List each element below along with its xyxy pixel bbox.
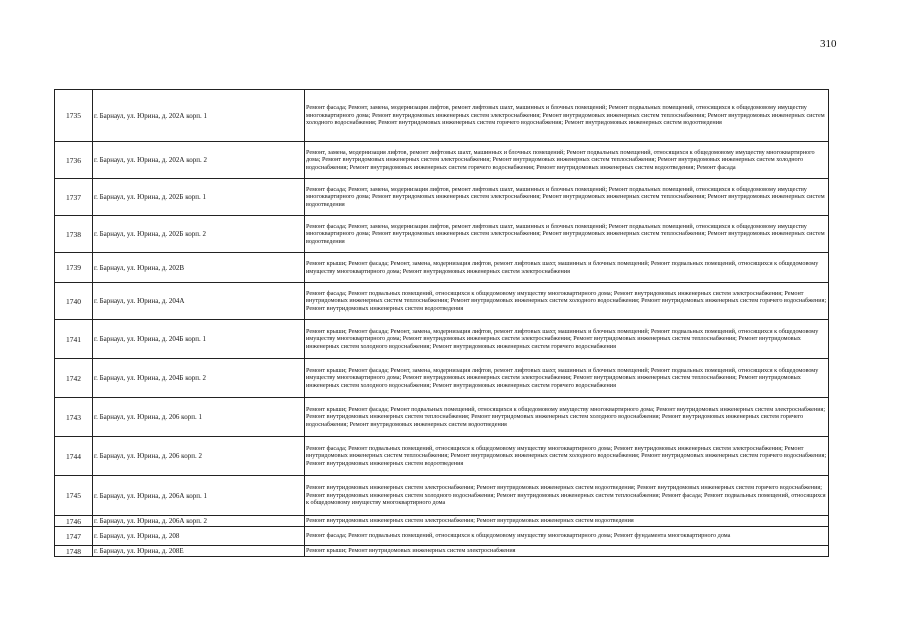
row-address: г. Барнаул, ул. Юрина, д. 208Е (93, 546, 305, 557)
table-row (55, 253, 829, 283)
row-works-text: Ремонт, замена, модернизация лифтов, ремонт лифтовых шахт, машинных и блочных помещений; Ремонт подвальных помещений, относящихся к общедомовому имуществу многоквартирного дома; Ремонт внутридомовых инженерных систем электроснабжения; Ремонт внутридомовых инженерных систем теплоснабжения; Ремонт внутридомовых инженерных систем холодного водоснабжения; Ремонт внутридомовых инженерных систем горячего водоснабжения; Ремонт внутридомовых инженерных систем водоотведения; Ремонт фасада (306, 148, 815, 171)
repair-registry-table (54, 89, 829, 557)
row-number: 1737 (55, 179, 93, 216)
row-number: 1743 (55, 398, 93, 437)
row-works (305, 437, 829, 476)
row-works-text: Ремонт крыши; Ремонт фасада; Ремонт, замена, модернизация лифтов, ремонт лифтовых шахт, машинных и блочных помещений; Ремонт подвальных помещений, относящихся к общедомовому имуществу многоквартирного дома; Ремонт внутридомовых инженерных систем электроснабжения; Ремонт внутридомовых инженерных систем теплоснабжения; Ремонт внутридомовых инженерных систем холодного водоснабжения; Ремонт внутридомовых инженерных систем горячего водоснабжения (306, 366, 819, 389)
row-number: 1748 (55, 546, 93, 557)
row-number: 1745 (55, 476, 93, 516)
row-number: 1740 (55, 283, 93, 320)
row-works (305, 216, 829, 253)
table-row (55, 216, 829, 253)
table-row (55, 359, 829, 398)
row-works (305, 283, 829, 320)
row-works (305, 142, 829, 179)
row-address: г. Барнаул, ул. Юрина, д. 206 корп. 2 (93, 437, 305, 476)
row-address: г. Барнаул, ул. Юрина, д. 202А корп. 1 (93, 90, 305, 142)
row-works-text: Ремонт крыши; Ремонт фасада; Ремонт подвальных помещений, относящихся к общедомовому имуществу многоквартирного дома; Ремонт внутридомовых инженерных систем электроснабжения; Ремонт внутридомовых инженерных систем теплоснабжения; Ремонт внутридомовых инженерных систем холодного водоснабжения; Ремонт внутридомовых инженерных систем горячего водоснабжения; Ремонт внутридомовых инженерных систем водоотведения (306, 405, 826, 428)
row-works-text: Ремонт внутридомовых инженерных систем электроснабжения; Ремонт внутридомовых инженерных систем водоотведения (306, 517, 634, 525)
row-number: 1736 (55, 142, 93, 179)
row-number: 1742 (55, 359, 93, 398)
table-row (55, 437, 829, 476)
row-number: 1738 (55, 216, 93, 253)
row-works-text: Ремонт крыши; Ремонт фасада; Ремонт, замена, модернизация лифтов, ремонт лифтовых шахт, машинных и блочных помещений; Ремонт подвальных помещений, относящихся к общедомовому имуществу многоквартирного дома; Ремонт внутридомовых инженерных систем электроснабжения (306, 260, 819, 275)
row-works (305, 90, 829, 142)
row-address: г. Барнаул, ул. Юрина, д. 202А корп. 2 (93, 142, 305, 179)
row-address: г. Барнаул, ул. Юрина, д. 202Б корп. 2 (93, 216, 305, 253)
row-address: г. Барнаул, ул. Юрина, д. 206А корп. 2 (93, 516, 305, 527)
row-number: 1735 (55, 90, 93, 142)
table-row (55, 283, 829, 320)
row-number: 1746 (55, 516, 93, 527)
row-works (305, 476, 829, 516)
table-row (55, 546, 829, 557)
row-works-text: Ремонт фасада; Ремонт подвальных помещений, относящихся к общедомовому имуществу многоквартирного дома; Ремонт фундамента многоквартирного дома (306, 532, 731, 540)
row-number: 1739 (55, 253, 93, 283)
row-address: г. Барнаул, ул. Юрина, д. 206 корп. 1 (93, 398, 305, 437)
table-row (55, 320, 829, 359)
row-address: г. Барнаул, ул. Юрина, д. 206А корп. 1 (93, 476, 305, 516)
table-row (55, 527, 829, 546)
table-row (55, 398, 829, 437)
row-address: г. Барнаул, ул. Юрина, д. 202В (93, 253, 305, 283)
row-works (305, 546, 829, 557)
row-works-text: Ремонт крыши; Ремонт фасада; Ремонт, замена, модернизация лифтов, ремонт лифтовых шахт, машинных и блочных помещений; Ремонт подвальных помещений, относящихся к общедомовому имуществу многоквартирного дома; Ремонт внутридомовых инженерных систем электроснабжения; Ремонт внутридомовых инженерных систем теплоснабжения; Ремонт внутридомовых инженерных систем холодного водоснабжения; Ремонт внутридомовых инженерных систем горячего водоснабжения (306, 327, 819, 350)
row-address: г. Барнаул, ул. Юрина, д. 204Б корп. 2 (93, 359, 305, 398)
table-row (55, 516, 829, 527)
page-number: 310 (820, 38, 837, 50)
row-address: г. Барнаул, ул. Юрина, д. 204А (93, 283, 305, 320)
row-works (305, 527, 829, 546)
row-works-text: Ремонт фасада; Ремонт, замена, модернизация лифтов, ремонт лифтовых шахт, машинных и блочных помещений; Ремонт подвальных помещений, относящихся к общедомовому имуществу многоквартирного дома; Ремонт внутридомовых инженерных систем электроснабжения; Ремонт внутридомовых инженерных систем теплоснабжения; Ремонт внутридомовых инженерных систем холодного водоснабжения; Ремонт внутридомовых инженерных систем горячего водоснабжения; Ремонт внутридомовых инженерных систем водоотведения (306, 104, 825, 127)
row-works-text: Ремонт фасада; Ремонт, замена, модернизация лифтов, ремонт лифтовых шахт, машинных и блочных помещений; Ремонт подвальных помещений, относящихся к общедомовому имуществу многоквартирного дома; Ремонт внутридомовых инженерных систем электроснабжения; Ремонт внутридомовых инженерных систем теплоснабжения; Ремонт внутридомовых инженерных систем водоотведения (306, 185, 825, 208)
row-address: г. Барнаул, ул. Юрина, д. 202Б корп. 1 (93, 179, 305, 216)
table-row (55, 90, 829, 142)
row-address: г. Барнаул, ул. Юрина, д. 204Б корп. 1 (93, 320, 305, 359)
row-works-text: Ремонт крыши; Ремонт внутридомовых инженерных систем электроснабжения (306, 547, 516, 555)
row-works-text: Ремонт внутридомовых инженерных систем электроснабжения; Ремонт внутридомовых инженерных систем водоотведения; Ремонт внутридомовых инженерных систем горячего водоснабжения; Ремонт внутридомовых инженерных систем холодного водоснабжения; Ремонт внутридомовых инженерных систем теплоснабжения; Ремонт фасада; Ремонт подвальных помещений, относящихся к общедомовому имуществу многоквартирного дома (306, 484, 826, 507)
row-address: г. Барнаул, ул. Юрина, д. 208 (93, 527, 305, 546)
row-works (305, 253, 829, 283)
table-row (55, 476, 829, 516)
row-number: 1747 (55, 527, 93, 546)
row-works-text: Ремонт фасада; Ремонт подвальных помещений, относящихся к общедомовому имуществу многоквартирного дома; Ремонт внутридомовых инженерных систем электроснабжения; Ремонт внутридомовых инженерных систем теплоснабжения; Ремонт внутридомовых инженерных систем холодного водоснабжения; Ремонт внутридомовых инженерных систем горячего водоснабжения; Ремонт внутридомовых инженерных систем водоотведения (306, 444, 827, 467)
row-number: 1744 (55, 437, 93, 476)
row-works-text: Ремонт фасада; Ремонт, замена, модернизация лифтов, ремонт лифтовых шахт, машинных и блочных помещений; Ремонт подвальных помещений, относящихся к общедомовому имуществу многоквартирного дома; Ремонт внутридомовых инженерных систем электроснабжения; Ремонт внутридомовых инженерных систем теплоснабжения; Ремонт внутридомовых инженерных систем водоотведения (306, 222, 825, 245)
row-number: 1741 (55, 320, 93, 359)
row-works (305, 359, 829, 398)
row-works (305, 320, 829, 359)
table-row (55, 179, 829, 216)
row-works-text: Ремонт фасада; Ремонт подвальных помещений, относящихся к общедомовому имуществу многоквартирного дома; Ремонт внутридомовых инженерных систем электроснабжения; Ремонт внутридомовых инженерных систем теплоснабжения; Ремонт внутридомовых инженерных систем холодного водоснабжения; Ремонт внутридомовых инженерных систем горячего водоснабжения; Ремонт внутридомовых инженерных систем водоотведения (306, 289, 827, 312)
row-works (305, 398, 829, 437)
table-row (55, 142, 829, 179)
row-works (305, 516, 829, 527)
row-works (305, 179, 829, 216)
